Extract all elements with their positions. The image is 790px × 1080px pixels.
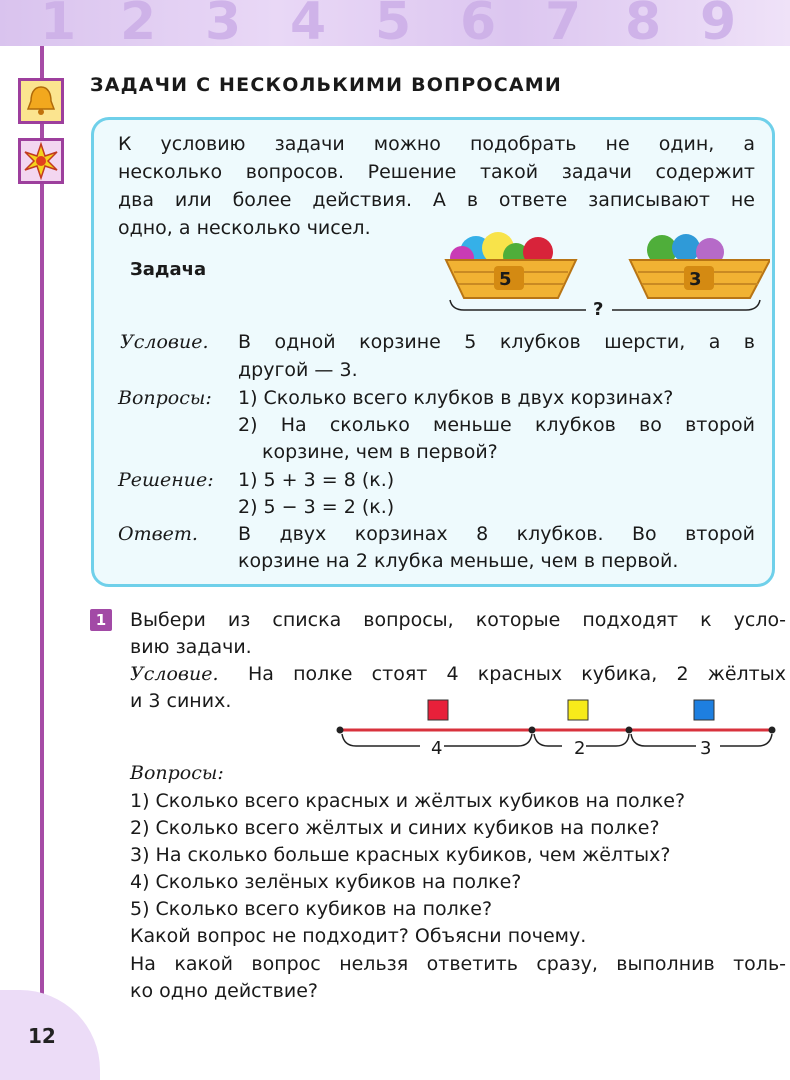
segment-label: 3 xyxy=(700,738,712,759)
rule-line: несколько вопросов. Решение такой задачи содержит xyxy=(118,161,755,183)
section-title: ЗАДАЧИ С НЕСКОЛЬКИМИ ВОПРОСАМИ xyxy=(90,74,562,96)
blue-cube xyxy=(694,700,714,720)
basket-right-count: 3 xyxy=(689,269,702,290)
rule-line: два или более действия. А в ответе записывают не xyxy=(118,189,755,211)
condition-label: Условие. xyxy=(120,331,209,353)
condition-line: В одной корзине 5 клубков шерсти, а в xyxy=(238,331,755,353)
question-line: 1) Сколько всего клубков в двух корзинах? xyxy=(238,387,674,409)
rule-line: К условию задачи можно подобрать не один, а xyxy=(118,133,755,155)
exercise-condition-line: На полке стоят 4 красных кубика, 2 жёлтых xyxy=(248,663,786,685)
segment-label: 4 xyxy=(431,738,443,759)
question-line: корзине, чем в первой? xyxy=(262,441,498,463)
band-digit: 5 xyxy=(375,0,412,46)
band-digit: 7 xyxy=(545,0,582,46)
band-digit: 2 xyxy=(120,0,157,46)
page-number: 12 xyxy=(28,1024,56,1048)
star-icon xyxy=(18,138,64,184)
segment-label: 2 xyxy=(574,738,586,759)
yellow-cube xyxy=(568,700,588,720)
brace-question-mark: ? xyxy=(593,299,604,320)
exercise-closing-line: На какой вопрос нельзя ответить сразу, выполнив толь- xyxy=(130,953,786,975)
exercise-task-line: Выбери из списка вопросы, которые подходят к усло- xyxy=(130,609,786,631)
band-digit: 9 xyxy=(700,0,737,46)
margin-line xyxy=(40,46,44,1006)
band-digit: 3 xyxy=(205,0,242,46)
rule-line: одно, а несколько чисел. xyxy=(118,217,371,239)
top-decorative-band xyxy=(0,0,790,46)
exercise-question: 4) Сколько зелёных кубиков на полке? xyxy=(130,871,522,893)
exercise-number: 1 xyxy=(90,609,112,631)
solution-label: Решение: xyxy=(118,469,214,491)
band-digit: 8 xyxy=(625,0,662,46)
solution-line: 1) 5 + 3 = 8 (к.) xyxy=(238,469,395,491)
exercise-question: 1) Сколько всего красных и жёлтых кубиков на полке? xyxy=(130,790,686,812)
question-line: 2) На сколько меньше клубков во второй xyxy=(238,414,755,436)
answer-line: корзине на 2 клубка меньше, чем в первой. xyxy=(238,550,679,572)
answer-label: Ответ. xyxy=(118,523,198,545)
answer-line: В двух корзинах 8 клубков. Во второй xyxy=(238,523,755,545)
yarn-ball xyxy=(672,234,700,262)
exercise-questions-label: Вопросы: xyxy=(130,762,224,784)
basket-left-count: 5 xyxy=(499,269,512,290)
questions-label: Вопросы: xyxy=(118,387,212,409)
condition-line: другой — 3. xyxy=(238,359,358,381)
exercise-question: 5) Сколько всего кубиков на полке? xyxy=(130,898,493,920)
band-digit: 6 xyxy=(460,0,497,46)
band-digit: 1 xyxy=(40,0,77,46)
baskets-illustration xyxy=(440,226,770,322)
bell-icon xyxy=(18,78,64,124)
solution-line: 2) 5 − 3 = 2 (к.) xyxy=(238,496,395,518)
exercise-closing-line: ко одно действие? xyxy=(130,980,318,1002)
exercise-condition-line: и 3 синих. xyxy=(130,690,232,712)
exercise-condition-label: Условие. xyxy=(130,663,219,685)
red-cube xyxy=(428,700,448,720)
exercise-task-line: вию задачи. xyxy=(130,636,252,658)
exercise-question: 2) Сколько всего жёлтых и синих кубиков на полке? xyxy=(130,817,660,839)
band-digit: 4 xyxy=(290,0,327,46)
exercise-closing-line: Какой вопрос не подходит? Объясни почему. xyxy=(130,925,587,947)
example-heading: Задача xyxy=(130,259,207,280)
exercise-question: 3) На сколько больше красных кубиков, чем жёлтых? xyxy=(130,844,671,866)
